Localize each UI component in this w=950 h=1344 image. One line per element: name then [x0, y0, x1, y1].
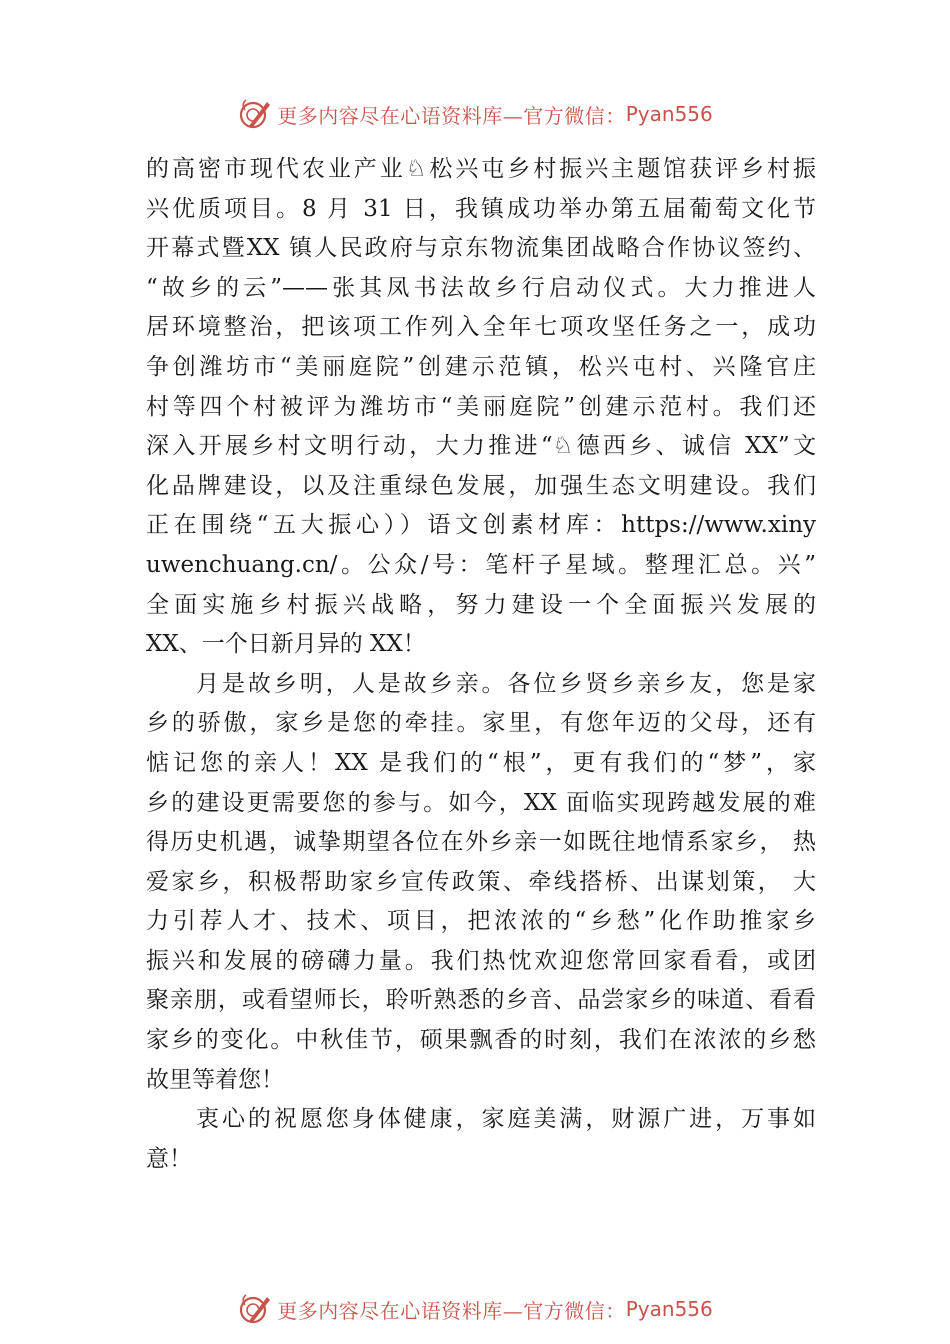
header-banner-wechat: Pyan556: [625, 102, 713, 126]
body-line: 得历史机遇，诚挚期望各位在外乡亲一如既往地情系家乡， 热: [146, 829, 816, 856]
body-line: 化品牌建设，以及注重绿色发展，加强生态文明建设。我们: [146, 472, 816, 499]
body-line: 家乡的变化。中秋佳节，硕果飘香的时刻，我们在浓浓的乡愁: [146, 1027, 816, 1054]
body-line: 开幕式暨XX 镇人民政府与京东物流集团战略合作协议签约、: [146, 235, 816, 262]
body-line: 故里等着您！: [146, 1066, 284, 1093]
body-line: 爱家乡，积极帮助家乡宣传政策、牵线搭桥、出谋划策， 大: [146, 868, 816, 895]
body-line: 村等四个村被评为潍坊市“美丽庭院”创建示范村。我们还: [146, 393, 816, 420]
body-line: 振兴和发展的磅礴力量。我们热忱欢迎您常回家看看，或团: [146, 947, 816, 974]
footer-banner-text: 更多内容尽在心语资料库—官方微信：: [277, 1298, 626, 1323]
brand-logo-icon: [237, 1291, 273, 1327]
body-line: “故乡的云”——张其凤书法故乡行启动仪式。大力推进人: [146, 274, 816, 301]
body-line: 争创潍坊市“美丽庭院”创建示范镇，松兴屯村、兴隆官庄: [146, 353, 816, 380]
body-line: 乡的骄傲，家乡是您的牵挂。家里，有您年迈的父母，还有: [146, 710, 816, 737]
brand-logo-icon: [237, 96, 273, 132]
header-banner: [0, 94, 950, 134]
body-line: 月是故乡明，人是故乡亲。各位乡贤乡亲乡友，您是家: [196, 670, 816, 697]
body-line: 深入开展乡村文明行动，大力推进“♘德西乡、诚信 XX”文: [146, 433, 816, 460]
footer-banner-wechat: Pyan556: [625, 1297, 713, 1321]
header-banner-text: 更多内容尽在心语资料库—官方微信：: [277, 103, 626, 128]
body-line: 力引荐人才、技术、项目，把浓浓的“乡愁”化作助推家乡: [146, 908, 816, 935]
body-line: 全面实施乡村振兴战略，努力建设一个全面振兴发展的: [146, 591, 816, 618]
body-line: 衷心的祝愿您身体健康，家庭美满，财源广进，万事如: [196, 1106, 816, 1133]
document-body: [146, 150, 816, 1179]
body-line: 居环境整治，把该项工作列入全年七项攻坚任务之一，成功: [146, 314, 816, 341]
body-line: 惦记您的亲人！XX 是我们的“根”，更有我们的“梦”，家: [146, 749, 816, 776]
body-line: uwenchuang.cn/。公众/号：笔杆子星域。整理汇总。兴”: [146, 551, 816, 578]
body-line: 乡的建设更需要您的参与。如今，XX 面临实现跨越发展的难: [146, 789, 816, 816]
body-line: 兴优质项目。8 月 31 日，我镇成功举办第五届葡萄文化节: [146, 195, 816, 222]
footer-banner: [0, 1289, 950, 1329]
body-line: 的高密市现代农业产业♘松兴屯乡村振兴主题馆获评乡村振: [146, 156, 816, 182]
body-line: 意！: [146, 1145, 192, 1172]
body-line: XX、一个日新月异的 XX！: [146, 631, 426, 658]
body-line: 聚亲朋，或看望师长，聆听熟悉的乡音、品尝家乡的味道、看看: [146, 987, 816, 1014]
body-line: 正在围绕“五大振心））语文创素材库：https://www.xiny: [146, 512, 816, 539]
